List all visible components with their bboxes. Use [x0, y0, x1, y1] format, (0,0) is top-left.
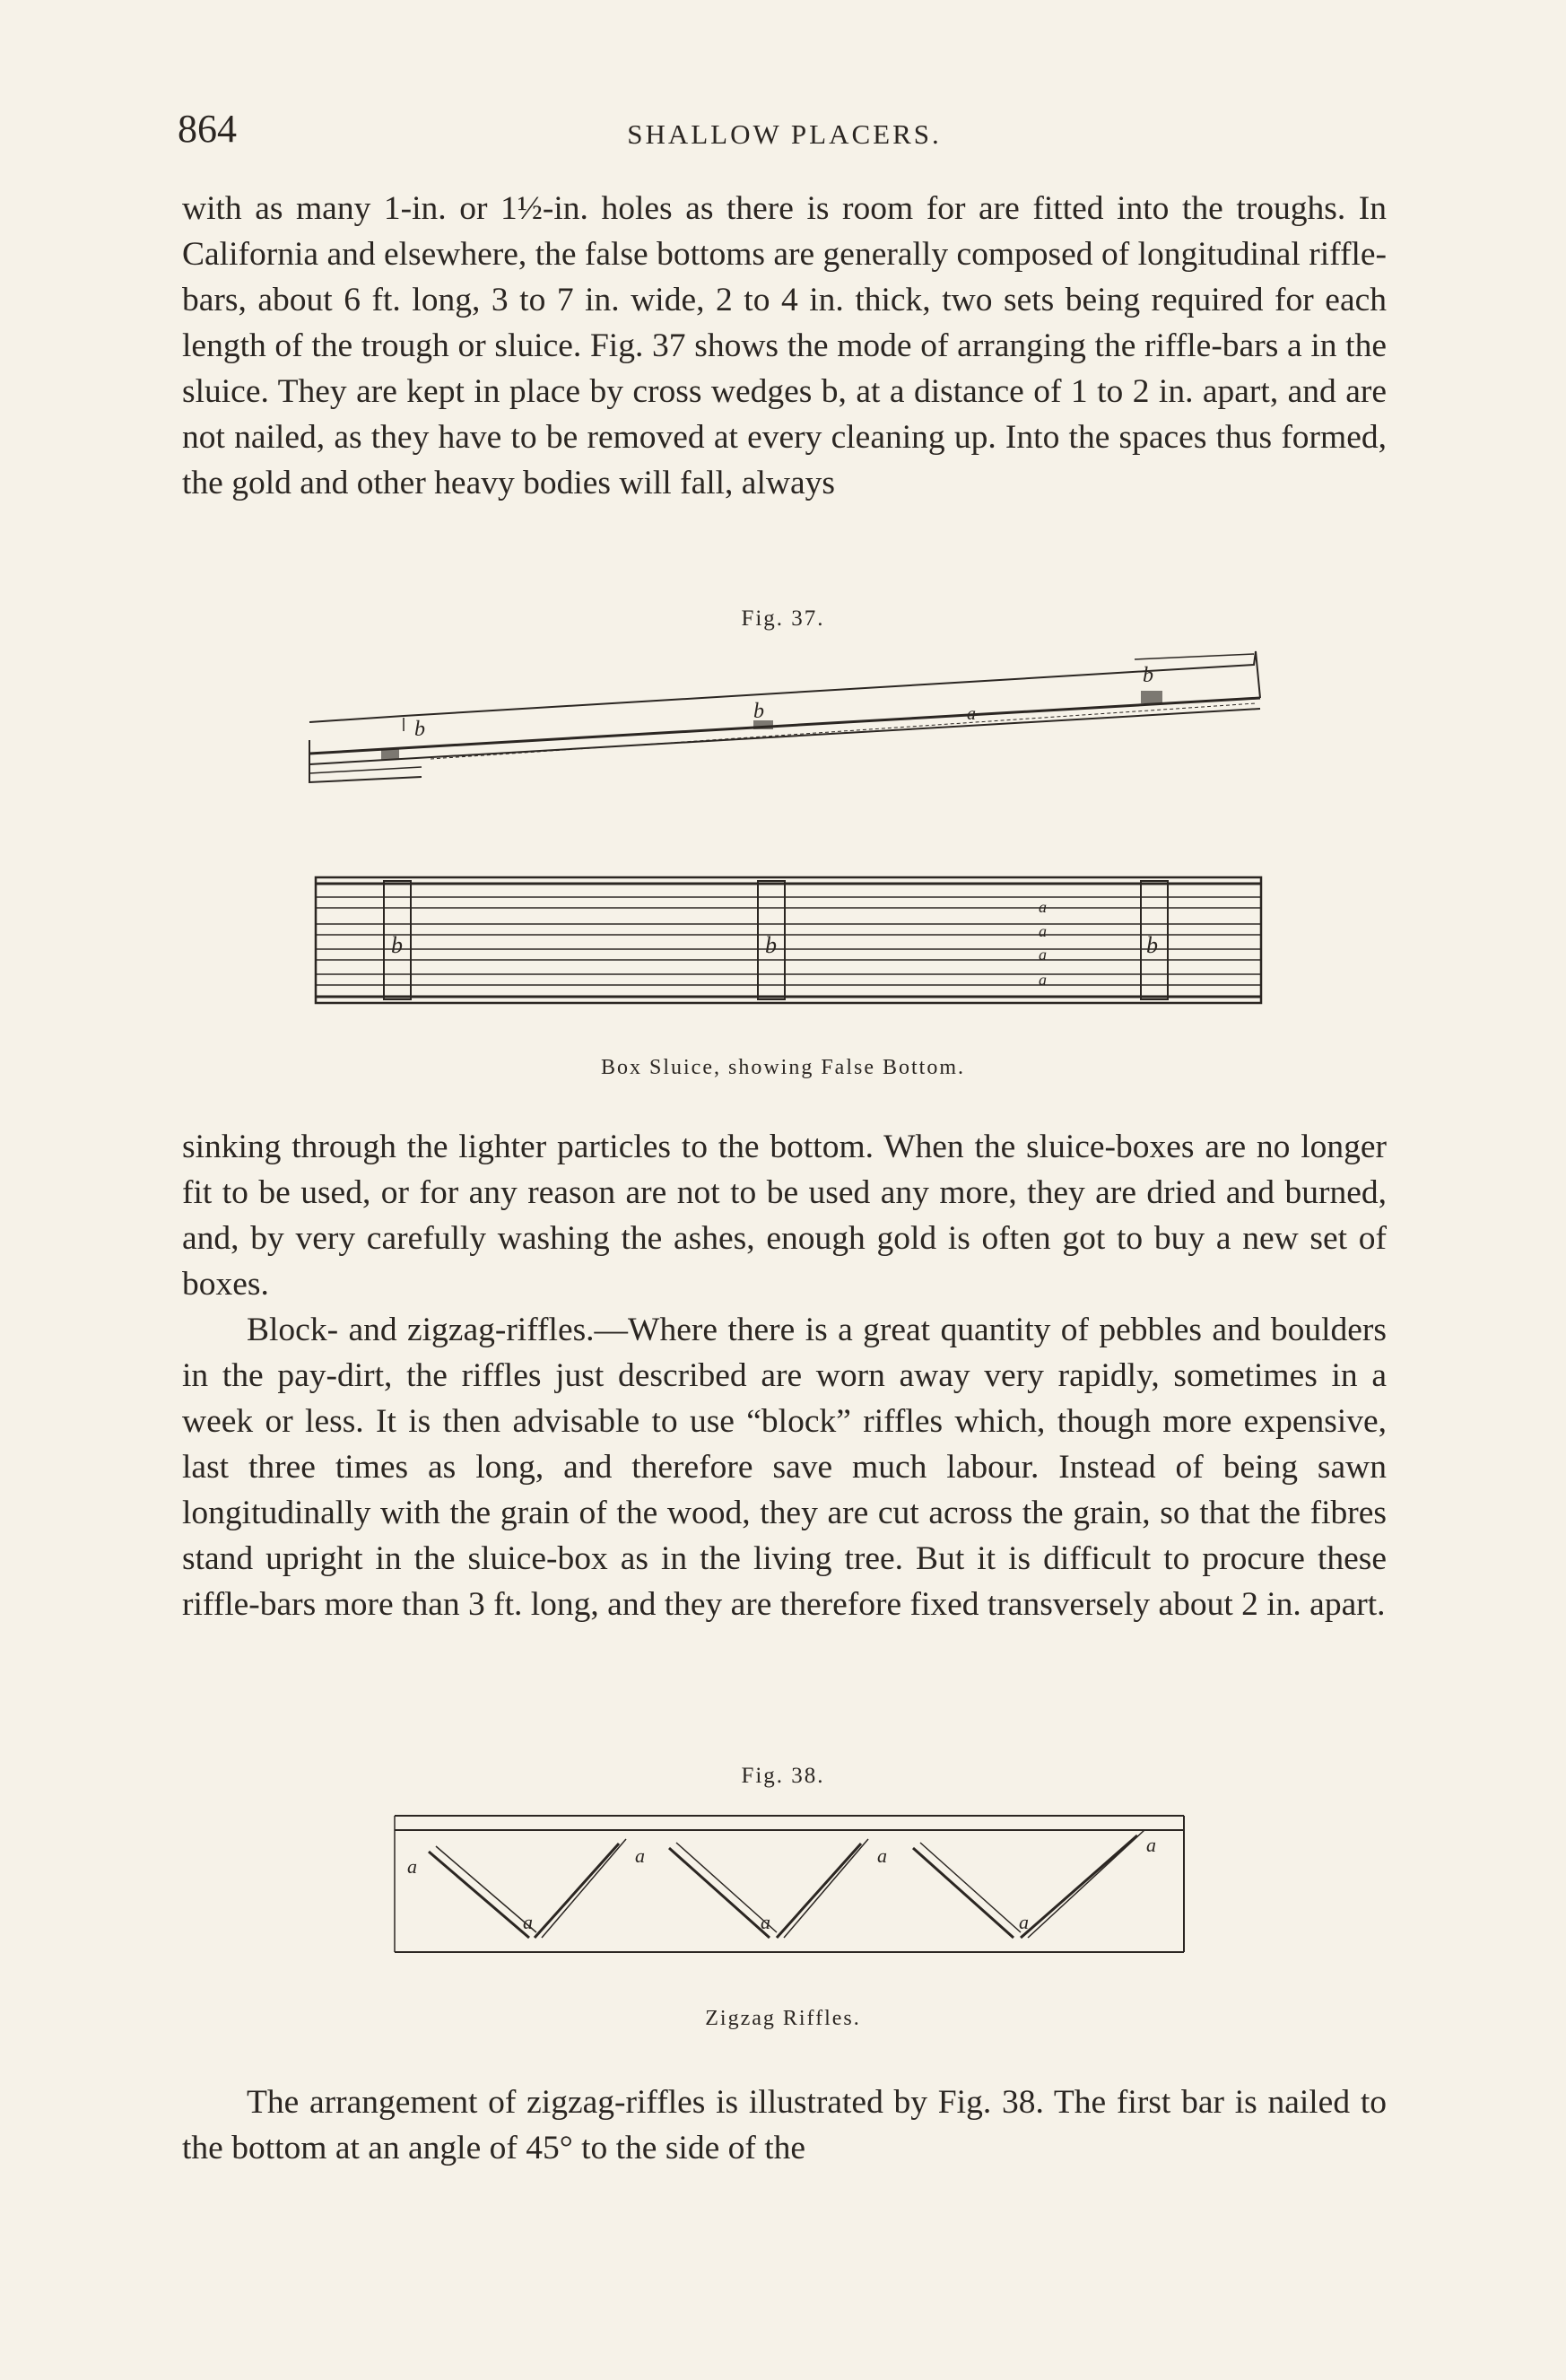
zigzag-label-a: a — [761, 1911, 770, 1933]
side-label-b: b — [414, 718, 425, 741]
zigzag-label-a: a — [635, 1844, 645, 1867]
side-label-b: b — [1143, 664, 1153, 687]
paragraph-1: with as many 1-in. or 1½-in. holes as there is room for are fitted into the troughs. In California and elsewhere, the false bottoms are generally composed of longitudinal riffle-bars, about 6 ft. long, 3 to 7 in. wide, 2 to 4 in. thick, two sets being required for each length of the trough or sluice. Fig. 37 shows the mode of arranging the riffle-bars a in the sluice. They are kept in place by cross wedges b, at a distance of 1 to 2 in. apart, and are not nailed, as they have to be removed at every cleaning up. Into the spaces thus formed, the gold and other heavy bodies will fall, always — [182, 190, 1387, 501]
paragraph-3: Block- and zigzag-riffles.—Where there is a great quantity of pebbles and boulders in the pay-dirt, the riffles just described are worn away very rapidly, sometimes in a week or less. It is then advisable to use “block” riffles which, though more expensive, last three times as long, and therefore save much labour. Instead of being sawn longitudinally with the grain of the wood, they are cut across the grain, so that the fibres stand upright in the sluice-box as in the living tree. But it is difficult to procure these riffle-bars more than 3 ft. long, and they are therefore fixed transversely about 2 in. apart. — [182, 1312, 1387, 1623]
plan-label-a: a — [1039, 971, 1047, 989]
side-label-b: b — [753, 700, 764, 723]
figure-37-caption: Box Sluice, showing False Bottom. — [600, 1056, 965, 1079]
plan-label-a: a — [1039, 946, 1047, 963]
zigzag-label-a: a — [877, 1844, 887, 1867]
zigzag-label-a: a — [1146, 1834, 1156, 1856]
paragraph-4: The arrangement of zigzag-riffles is illustrated by Fig. 38. The first bar is nailed to the bottom at an angle of 45° to the side of the — [182, 2084, 1387, 2166]
plan-label-b: b — [391, 932, 403, 958]
running-title: SHALLOW PLACERS. — [627, 118, 942, 150]
zigzag-riffles — [429, 1830, 1144, 1938]
plan-label-a: a — [1039, 922, 1047, 940]
paragraph-2: sinking through the lighter particles to the bottom. When the sluice-boxes are no longer fit to be used, or for any reason are not to be used any more, they are dried and burned, and, by very carefully washing the ashes, enough gold is often got to buy a new set of boxes. — [182, 1129, 1387, 1303]
figure-38-caption: Zigzag Riffles. — [705, 2007, 861, 2030]
plan-label-b: b — [1146, 932, 1158, 958]
figure-38-label: Fig. 38. — [741, 1764, 825, 1788]
zigzag-label-a: a — [407, 1855, 417, 1878]
figure-37-label: Fig. 37. — [741, 606, 825, 631]
plan-label-b: b — [765, 932, 777, 958]
zigzag-label-a: a — [523, 1911, 533, 1933]
zigzag-label-a: a — [1019, 1911, 1029, 1933]
page-number: 864 — [178, 107, 237, 151]
side-label-a: a — [967, 704, 976, 724]
plan-label-a: a — [1039, 898, 1047, 916]
